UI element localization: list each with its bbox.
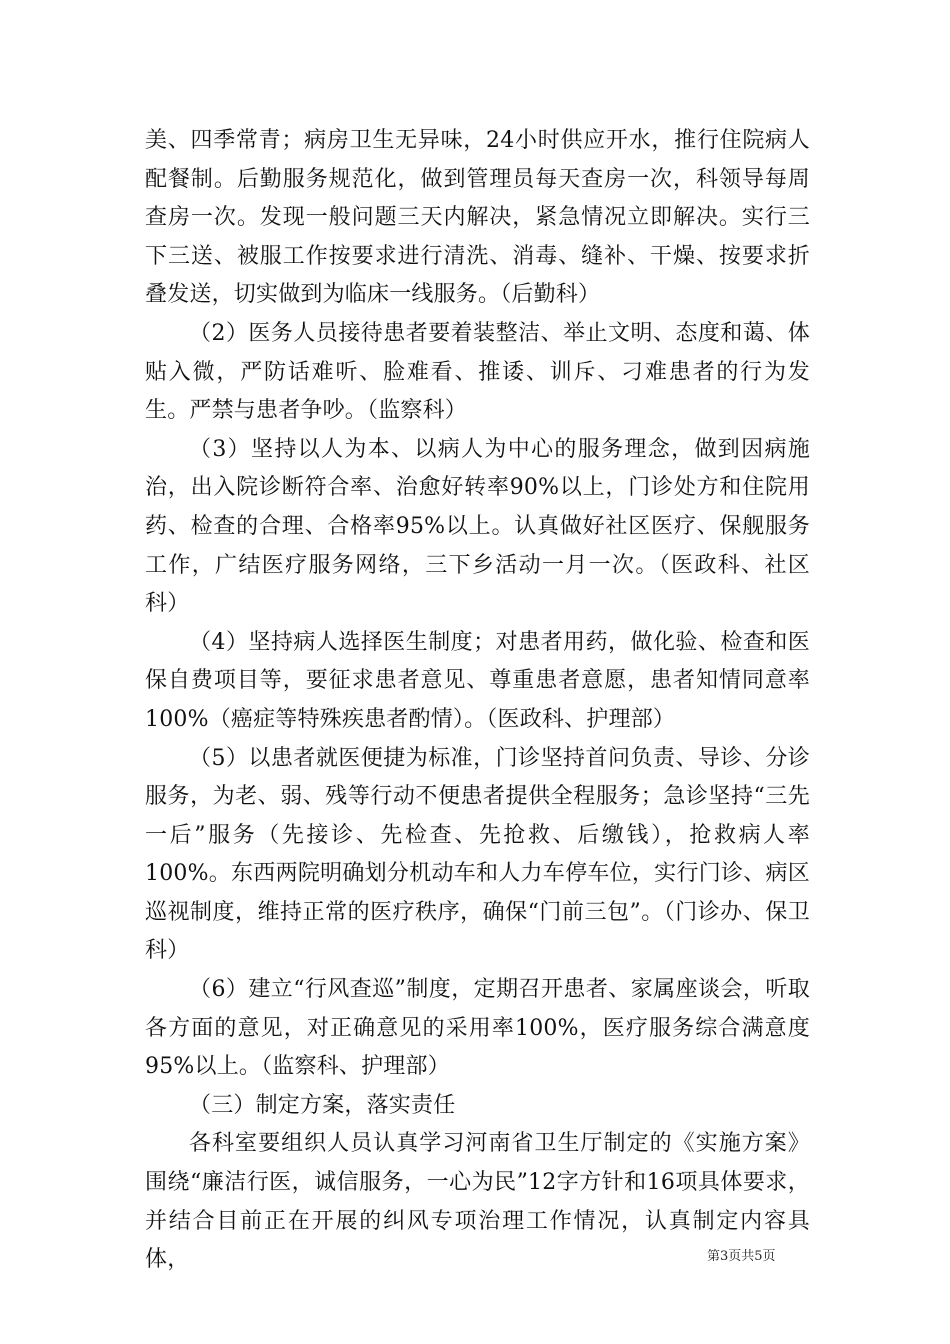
- paragraph-item-4: （4）坚持病人选择医生制度；对患者用药，做化验、检查和医保自费项目等，要征求患者意见、尊重患者意愿，患者知情同意率100%（癌症等特殊疾患者酌情）。（医政科、护理部）: [145, 629, 810, 732]
- page-number-footer: 第3页共5页: [707, 1249, 776, 1264]
- section-heading-3: （三）制定方案，落实责任: [189, 1092, 456, 1118]
- paragraph-implementation: 各科室要组织人员认真学习河南省卫生厅制定的《实施方案》围绕“廉洁行医，诚信服务，一心为民”12字方针和16项具体要求，并结合目前正在开展的纠风专项治理工作情况，认真制定内容具体，: [145, 1131, 810, 1273]
- paragraph-item-6: （6）建立“行风查巡”制度，定期召开患者、家属座谈会，听取各方面的意见，对正确意见的采用率100%，医疗服务综合满意度95%以上。（监察科、护理部）: [145, 977, 810, 1080]
- paragraph-item-5: （5）以患者就医便捷为标准，门诊坚持首问负责、导诊、分诊服务，为老、弱、残等行动不便患者提供全程服务；急诊坚持“三先一后”服务（先接诊、先检查、先抢救、后缴钱），抢救病人率100%。东西两院明确划分机动车和人力车停车位，实行门诊、病区巡视制度，维持正常的医疗秩序，确保“门前三包”。（门诊办、保卫科）: [145, 745, 810, 964]
- paragraph-item-2: （2）医务人员接待患者要着装整洁、举止文明、态度和蔼、体贴入微，严防话难听、脸难看、推诿、训斥、刁难患者的行为发生。严禁与患者争吵。（监察科）: [145, 320, 810, 424]
- paragraph-logistics-continued: 美、四季常青；病房卫生无异味，24小时供应开水，推行住院病人配餐制。后勤服务规范化，做到管理员每天查房一次，科领导每周查房一次。发现一般问题三天内解决，紧急情况立即解决。实行三下三送、被服工作按要求进行清洗、消毒、缝补、干燥、按要求折叠发送，切实做到为临床一线服务。（后勤科）: [145, 128, 810, 308]
- paragraph-item-3: （3）坚持以人为本、以病人为中心的服务理念，做到因病施治，出入院诊断符合率、治愈好转率90%以上，门诊处方和住院用药、检查的合理、合格率95%以上。认真做好社区医疗、保舰服务工作，广结医疗服务网络，三下乡活动一月一次。（医政科、社区科）: [145, 436, 810, 617]
- document-body: [145, 122, 810, 1280]
